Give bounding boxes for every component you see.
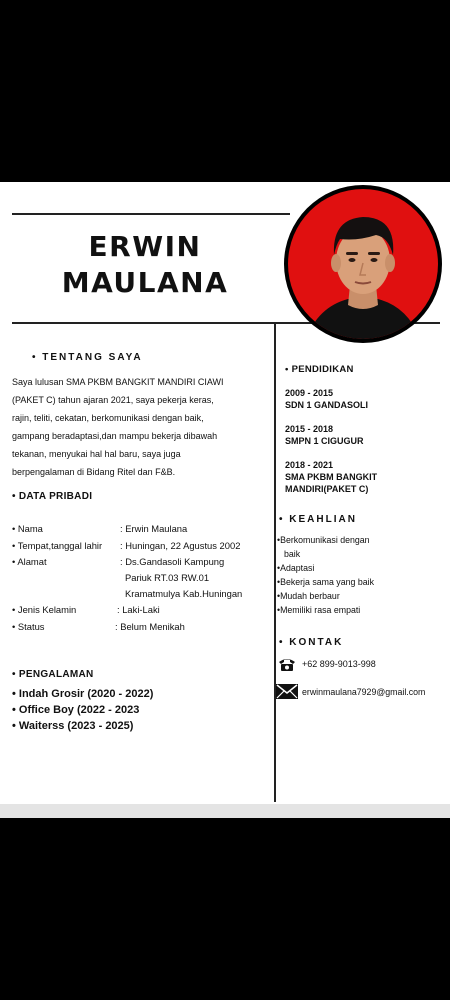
name-first: ERWIN — [88, 230, 202, 263]
personal-label: • Alamat — [12, 556, 47, 567]
skill-item: •Memiliki rasa empati — [277, 605, 361, 615]
profile-photo — [284, 185, 442, 343]
education-years: 2018 - 2021 — [285, 460, 334, 470]
skill-item: •Berkomunikasi dengan — [277, 535, 370, 545]
experience-item: • Office Boy (2022 - 2023 — [12, 704, 140, 716]
column-divider — [274, 322, 276, 802]
personal-label: • Tempat,tanggal lahir — [12, 540, 103, 551]
education-years: 2015 - 2018 — [285, 424, 334, 434]
personal-label: • Nama — [12, 523, 43, 534]
personal-value: : Ds.Gandasoli Kampung — [120, 556, 225, 567]
personal-label: • Jenis Kelamin — [12, 604, 77, 615]
resume-page — [0, 182, 450, 818]
experience-title: • PENGALAMAN — [12, 669, 94, 680]
personal-value: Pariuk RT.03 RW.01 — [125, 572, 210, 583]
personal-value: : Belum Menikah — [115, 621, 185, 632]
top-divider — [12, 213, 290, 215]
page-bottom-band — [0, 804, 450, 818]
personal-title: • DATA PRIBADI — [12, 491, 93, 502]
skill-item: baik — [284, 549, 301, 559]
experience-item: • Waiterss (2023 - 2025) — [12, 720, 134, 732]
personal-value: Kramatmulya Kab.Huningan — [125, 588, 243, 599]
skills-title: • KEAHLIAN — [279, 514, 357, 525]
personal-value: : Laki-Laki — [117, 604, 160, 615]
contact-title: • KONTAK — [279, 637, 344, 648]
education-school: SMA PKBM BANGKIT — [285, 472, 378, 482]
phone-icon — [277, 656, 297, 677]
about-title: • TENTANG SAYA — [32, 352, 143, 363]
education-school: SDN 1 GANDASOLI — [285, 400, 369, 410]
phone-number[interactable]: +62 899-9013-998 — [302, 659, 376, 669]
personal-value: : Huningan, 22 Agustus 2002 — [120, 540, 241, 551]
email-address[interactable]: erwinmaulana7929@gmail.com — [302, 687, 426, 697]
skill-item: •Mudah berbaur — [277, 591, 340, 601]
portrait-image — [288, 189, 438, 339]
education-title: • PENDIDIKAN — [285, 364, 354, 375]
skill-item: •Adaptasi — [277, 563, 315, 573]
education-school: MANDIRI(PAKET C) — [285, 484, 369, 494]
envelope-icon — [276, 684, 298, 704]
about-text: Saya lulusan SMA PKBM BANGKIT MANDIRI CIAWI (PAKET C) tahun ajaran 2021, saya pekerja keras, rajin, teliti, cekatan, berkomunikasi dengan baik, gampang beradaptasi,dan mampu bekerja dibawah tekanan, menyukai hal hal baru, saya juga berpengalaman di Bidang Ritel dan F&B. — [12, 377, 224, 477]
name-last: MAULANA — [61, 266, 229, 299]
education-school: SMPN 1 CIGUGUR — [285, 436, 364, 446]
personal-value: : Erwin Maulana — [120, 523, 188, 534]
experience-item: • Indah Grosir (2020 - 2022) — [12, 688, 154, 700]
skill-item: •Bekerja sama yang baik — [277, 577, 374, 587]
personal-label: • Status — [12, 621, 45, 632]
education-years: 2009 - 2015 — [285, 388, 334, 398]
